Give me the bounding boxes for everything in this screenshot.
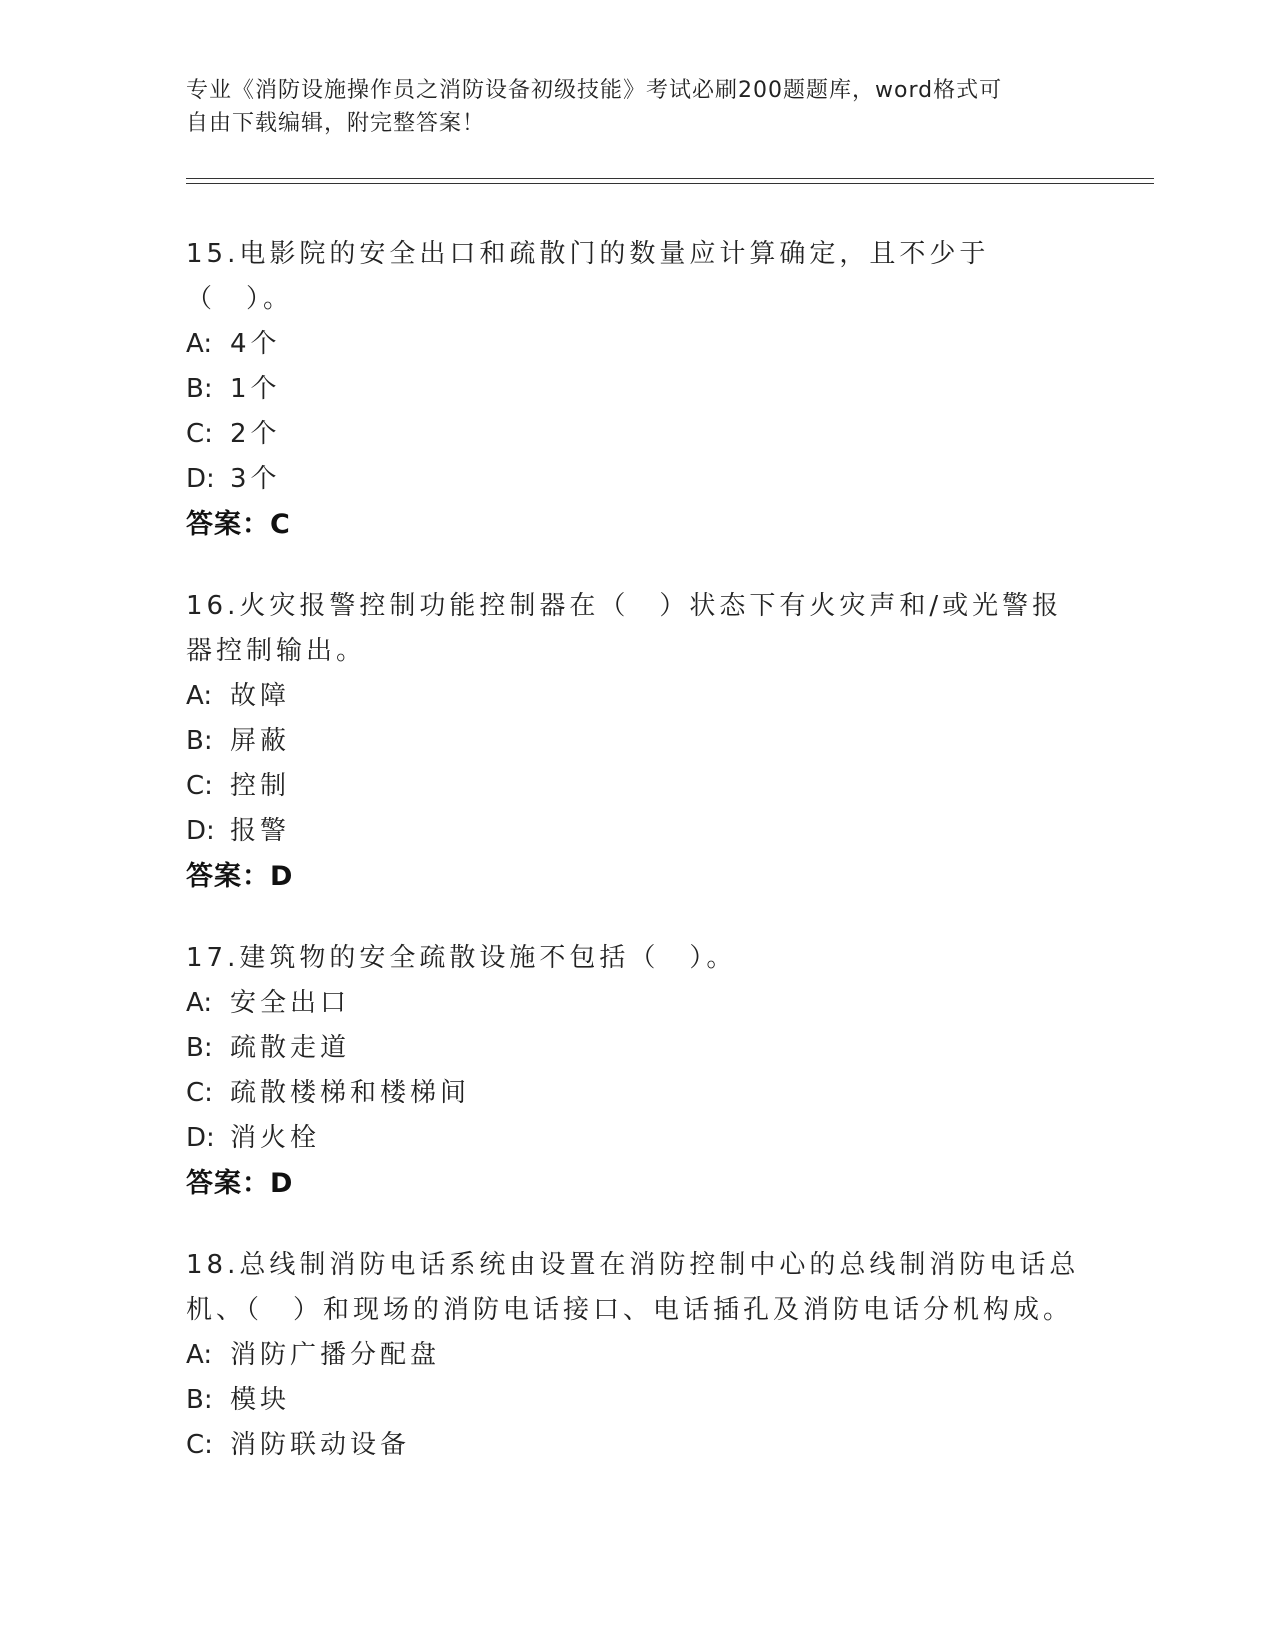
option-d: [186, 1116, 1086, 1161]
header-divider-top: [186, 178, 1154, 179]
document-header: [186, 74, 1086, 140]
option-letter: B:: [186, 1033, 213, 1063]
option-text: 报警: [230, 816, 291, 846]
question-18: [186, 1243, 1086, 1468]
option-d: [186, 457, 1086, 502]
question-17: [186, 936, 1086, 1206]
option-letter: C:: [186, 419, 213, 449]
option-c: [186, 1423, 1086, 1468]
option-a: [186, 1333, 1086, 1378]
question-15: [186, 232, 1086, 547]
option-letter: B:: [186, 374, 213, 404]
answer-line: 答案：C: [186, 509, 291, 540]
answer-line: 答案：D: [186, 1168, 294, 1199]
option-text: 消防广播分配盘: [230, 1340, 441, 1370]
option-c: [186, 1071, 1086, 1116]
option-letter: D:: [186, 1123, 215, 1153]
header-line-1: 专业《消防设施操作员之消防设备初级技能》考试必刷200题题库，word格式可: [186, 78, 1003, 103]
question-16: [186, 584, 1086, 899]
option-text: 疏散走道: [230, 1033, 351, 1063]
question-text: 16.火灾报警控制功能控制器在（ ）状态下有火灾声和/或光警报器控制输出。: [186, 591, 1063, 666]
option-b: [186, 367, 1086, 412]
option-letter: A:: [186, 329, 213, 359]
option-letter: B:: [186, 726, 213, 756]
option-d: [186, 809, 1086, 854]
option-letter: C:: [186, 1430, 213, 1460]
option-text: 疏散楼梯和楼梯间: [230, 1078, 471, 1108]
option-letter: B:: [186, 1385, 213, 1415]
option-c: [186, 412, 1086, 457]
question-text: 15.电影院的安全出口和疏散门的数量应计算确定，且不少于（ ）。: [186, 239, 990, 314]
option-letter: C:: [186, 771, 213, 801]
option-letter: A:: [186, 681, 213, 711]
option-letter: D:: [186, 464, 215, 494]
question-text: 18.总线制消防电话系统由设置在消防控制中心的总线制消防电话总机、（ ）和现场的消防电话接口、电话插孔及消防电话分机构成。: [186, 1250, 1080, 1325]
question-text: 17.建筑物的安全疏散设施不包括（ ）。: [186, 943, 737, 973]
option-a: [186, 981, 1086, 1026]
option-text: 故障: [230, 681, 291, 711]
option-text: 安全出口: [230, 988, 351, 1018]
option-b: [186, 719, 1086, 764]
answer-line: 答案：D: [186, 861, 294, 892]
option-text: 3个: [230, 464, 281, 494]
option-text: 2个: [230, 419, 281, 449]
option-letter: A:: [186, 988, 213, 1018]
option-letter: A:: [186, 1340, 213, 1370]
option-letter: C:: [186, 1078, 213, 1108]
option-letter: D:: [186, 816, 215, 846]
option-text: 消火栓: [230, 1123, 321, 1153]
option-text: 1个: [230, 374, 281, 404]
option-a: [186, 322, 1086, 367]
header-line-2: 自由下载编辑，附完整答案！: [186, 111, 486, 136]
option-a: [186, 674, 1086, 719]
question-list: [186, 232, 1086, 1505]
option-c: [186, 764, 1086, 809]
option-b: [186, 1026, 1086, 1071]
option-text: 屏蔽: [230, 726, 291, 756]
option-text: 4个: [230, 329, 281, 359]
option-text: 控制: [230, 771, 291, 801]
option-text: 模块: [230, 1385, 291, 1415]
option-text: 消防联动设备: [230, 1430, 411, 1460]
option-b: [186, 1378, 1086, 1423]
header-divider-bottom: [186, 183, 1154, 184]
